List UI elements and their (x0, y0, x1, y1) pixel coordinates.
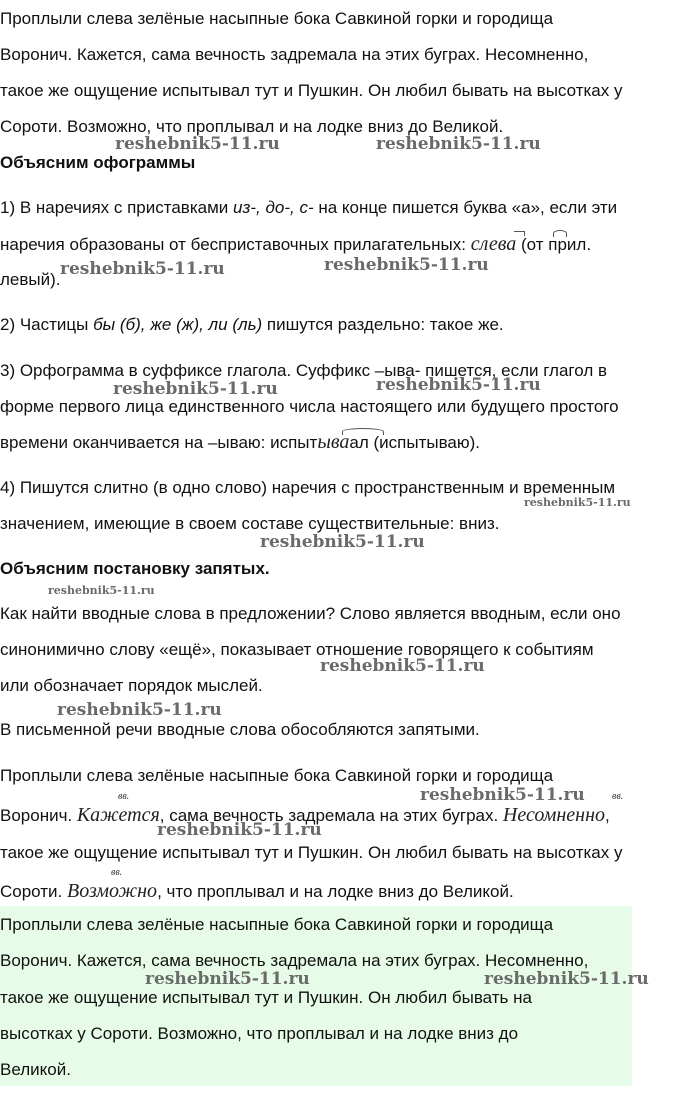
ending-mark: а (506, 233, 517, 255)
text-line: 3) Орфограмма в суффиксе глагола. Суффикс –ыва- пишется, если глагол в (0, 361, 608, 380)
watermark: reshebnik5-11.ru (376, 134, 541, 154)
watermark: reshebnik5-11.ru (320, 656, 485, 676)
watermark: reshebnik5-11.ru (376, 375, 541, 395)
text-line: наречия образованы от бесприставочных прилагательных: слева (от прил. (0, 233, 592, 255)
text-line: такое же ощущение испытывал тут и Пушкин. Он любил бывать на (0, 988, 532, 1007)
text-line: высотках у Сороти. Возможно, что проплывал и на лодке вниз до (0, 1024, 519, 1043)
suffix-mark: ыва (317, 431, 350, 453)
suffix-arc (342, 428, 384, 435)
section-heading: Объясним офограммы (0, 153, 196, 172)
text-line: такое же ощущение испытывал тут и Пушкин. Он любил бывать на высотках у (0, 81, 623, 100)
text-line: или обозначает порядок мыслей. (0, 676, 263, 695)
watermark: reshebnik5-11.ru (420, 785, 585, 805)
text-line: В письменной речи вводные слова обособляются запятыми. (0, 720, 480, 739)
text-line: 2) Частицы бы (б), же (ж), ли (ль) пишутся раздельно: такое же. (0, 315, 504, 334)
text-line: синонимично слову «ещё», показывает отношение говорящего к событиям (0, 640, 594, 659)
text-line: Воронич. Кажется, сама вечность задремала на этих буграх. Несомненно, (0, 45, 589, 64)
watermark: reshebnik5-11.ru (60, 259, 225, 279)
text-line: левый). (0, 270, 61, 289)
text-line: Проплыли слева зелёные насыпные бока Савкиной горки и городища (0, 915, 554, 934)
watermark: reshebnik5-11.ru (145, 969, 310, 989)
text-line: Сороти. Возможно, что проплывал и на лодке вниз до Великой. (0, 117, 504, 136)
watermark: reshebnik5-11.ru (115, 134, 280, 154)
intro-word: Кажется (76, 804, 160, 826)
watermark: reshebnik5-11.ru (113, 379, 278, 399)
intro-word-mark: вв. (612, 791, 624, 802)
watermark: reshebnik5-11.ru (48, 584, 155, 597)
intro-word: Возможно (67, 880, 158, 902)
text-line: Проплыли слева зелёные насыпные бока Савкиной горки и городища (0, 766, 554, 785)
text-line: Воронич. Кажется, сама вечность задремала на этих буграх. Несомненно, (0, 804, 610, 826)
watermark: reshebnik5-11.ru (157, 820, 322, 840)
watermark: reshebnik5-11.ru (57, 700, 222, 720)
text-line: 4) Пишутся слитно (в одно слово) наречия с пространственным и временным (0, 478, 616, 497)
prefix-bracket (514, 231, 525, 236)
watermark: reshebnik5-11.ru (484, 969, 649, 989)
intro-word-mark: вв. (111, 867, 123, 878)
watermark: reshebnik5-11.ru (324, 255, 489, 275)
intro-word: Несомненно (502, 804, 606, 826)
text-line: Великой. (0, 1060, 71, 1079)
text-line: Воронич. Кажется, сама вечность задремала на этих буграх. Несомненно, (0, 951, 589, 970)
text-line: такое же ощущение испытывал тут и Пушкин. Он любил бывать на высотках у (0, 843, 623, 862)
text-line: форме первого лица единственного числа настоящего или будущего простого (0, 397, 619, 416)
prefix-mark: с (470, 233, 480, 255)
intro-word-mark: вв. (118, 791, 130, 802)
watermark: reshebnik5-11.ru (524, 496, 631, 509)
section-heading: Объясним постановку запятых. (0, 559, 270, 578)
text-line: Как найти вводные слова в предложении? Слово является вводным, если оно (0, 604, 621, 623)
text-line: Сороти. Возможно, что проплывал и на лодке вниз до Великой. (0, 880, 514, 902)
watermark: reshebnik5-11.ru (260, 532, 425, 552)
ending-arc (553, 230, 567, 237)
text-line: времени оканчивается на –ываю: испытываал (испытываю). (0, 431, 481, 453)
text-line: значением, имеющие в своем составе существительные: вниз. (0, 514, 500, 533)
text-line: Проплыли слева зелёные насыпные бока Савкиной горки и городища (0, 9, 554, 28)
text-line: 1) В наречиях с приставками из-, до-, с- на конце пишется буква «а», если эти (0, 198, 618, 217)
